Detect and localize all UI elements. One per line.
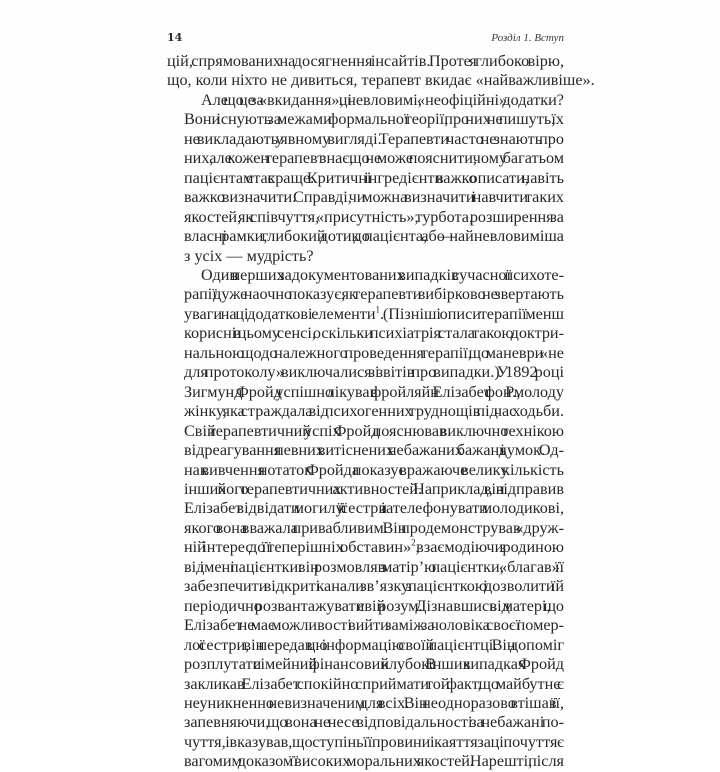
- text-line: цій, спрямованих на досягнення інсайтів. Проте я глибоко вірю,: [167, 52, 564, 70]
- text-line: не викладають у явному вигляді. Терапевти часто не знають про: [184, 129, 564, 148]
- text-line: періодично розвантажувати свій розум. Дізнавшись від матері, що: [184, 596, 564, 615]
- text-line: вагомим доказом її високих моральних якостей. Нарешті, після: [184, 752, 564, 771]
- text-line: від імені пацієнтки: він розмовляв з матір’ю пацієнтки, «благав» її: [184, 557, 564, 576]
- paragraph-1: [167, 52, 595, 91]
- text-line: запевняючи, що вона не несе відповідальності за небажані по-: [184, 713, 564, 732]
- footnote-marker[interactable]: 1: [375, 304, 381, 315]
- text-line: пацієнтам стає краще. Критичні інгредієнти важко описати, навіть: [184, 168, 564, 187]
- text-line: нальною щодо належного проведення терапії, що маневри «не: [184, 343, 564, 362]
- paragraph-3: [167, 266, 564, 772]
- text-line: Вони існують за межами формальної теорії, про них не пишуть, їх: [184, 110, 564, 129]
- paragraph-2: [167, 91, 564, 266]
- text-line: лої сестри, він передав цю інформацію своїй пацієнтці. Він допоміг: [184, 635, 564, 654]
- text-line: Зигмунд Фройд успішно лікував фройляйн Елізабет фон Р., молоду: [184, 382, 564, 401]
- text-line: з усіх — мудрість?: [184, 246, 314, 265]
- text-line: розплутати сімейний фінансовий клубок. В інших випадках Фройд: [184, 655, 564, 674]
- text-line: інших його терапевтичних активностей. Наприклад, він відправив: [184, 479, 564, 498]
- page-header: [167, 31, 564, 47]
- text-line: Елізабет не має можливості вийти заміж за чоловіка своєї помер-: [184, 616, 564, 635]
- text-line: Елізабет відвідати могилу її сестри і зателефонувати молодикові,: [184, 499, 564, 518]
- text-fragment: ній інтерес до її теперішніх обставин»: [184, 538, 412, 557]
- body-text: [167, 52, 595, 772]
- text-fragment: , взаємодіючи з родиною: [415, 538, 565, 557]
- text-line: якостей, як співчуття, «присутність», турбота, розширення за: [184, 207, 564, 226]
- running-chapter-title: Розділ 1. Вступ: [491, 32, 564, 44]
- text-line: корисні в цьому сенсі, оскільки психіатрія стала такою доктри-: [184, 324, 564, 343]
- text-line: забезпечити відкриті канали зв’язку з пацієнткою і дозволити їй: [184, 577, 564, 596]
- text-line-with-footnote: [167, 538, 564, 557]
- text-line: чуття, і вказував, що ступінь її провини і каяття за ці почуття є: [184, 732, 564, 751]
- text-line: важко визначити. Справді, чи можна визначити і навчити таких: [184, 188, 564, 207]
- text-line: відреагування певних витіснених небажаних бажань і думок. Од-: [184, 441, 564, 460]
- text-line: якого вона вважала привабливим. Він продемонстрував «друж-: [184, 518, 564, 537]
- footnote-marker[interactable]: 2: [411, 537, 416, 548]
- text-line: Один з перших задокументованих випадків сучасної психоте-: [201, 265, 564, 284]
- text-fragment: . (Пізніші описи терапії менш: [380, 304, 564, 323]
- text-line: нак вивчення нотаток Фройда показує вражаюче велику кількість: [184, 460, 564, 479]
- text-fragment: уваги на ці додаткові елементи: [184, 304, 376, 323]
- text-line: жінку, яка страждала від психогенних труднощів під час ходьби.: [184, 402, 564, 421]
- text-line: закликав Елізабет спокійно сприймати той факт, що майбутнє є: [184, 674, 564, 693]
- text-line: що, коли ніхто не дивиться, терапевт вкидає «найважливіше».: [167, 71, 595, 90]
- text-line: рапії дуже наочно показує, як терапевти вибірково не звертають: [184, 285, 564, 304]
- text-line: неуникненно невизначеним для всіх. Він неодноразово втішав її,: [184, 693, 564, 712]
- text-line: Але що це за «вкидання», ці невловимі, «неофіційні» додатки?: [201, 90, 564, 109]
- text-line: власні рамки, глибокий дотик до пацієнта, або — найневловиміша: [184, 227, 564, 246]
- text-line-with-footnote: [167, 305, 564, 324]
- text-line: них, але кожен терапевт знає, що не може пояснити, чому багатьом: [184, 149, 564, 168]
- page-number: 14: [167, 31, 183, 44]
- text-line: для протоколу» виключалися зі звітів про випадки.) У 1892 році: [184, 363, 564, 382]
- text-line: Свій терапевтичний успіх Фройд пояснював виключно технікою: [184, 421, 564, 440]
